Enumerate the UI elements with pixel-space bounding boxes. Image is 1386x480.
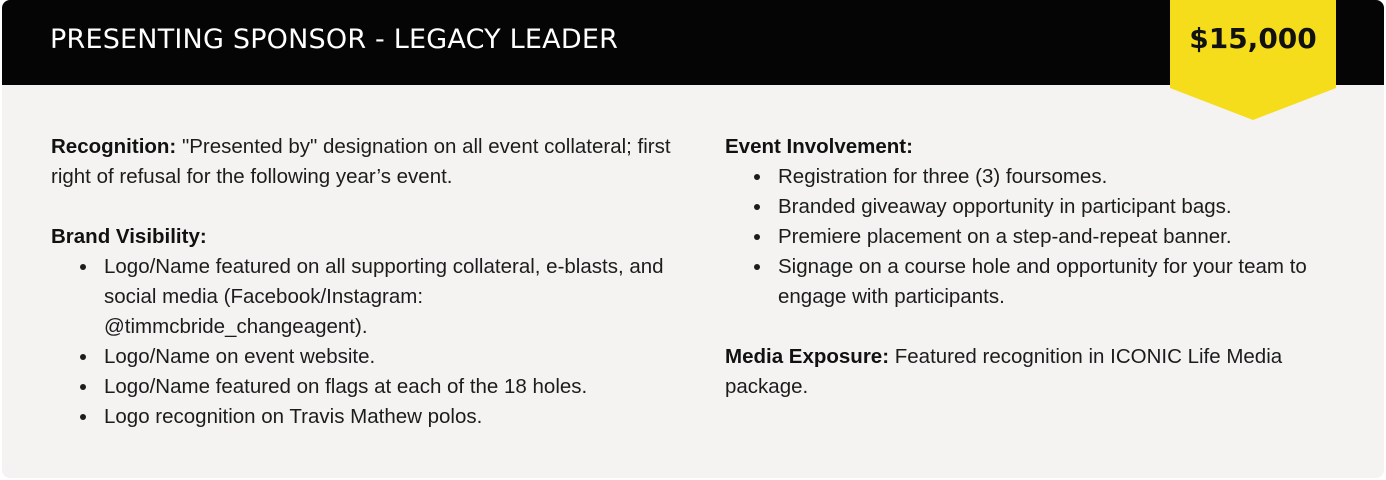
price-tag: [1170, 0, 1336, 120]
price-tag-shape: [1170, 0, 1336, 120]
list-item: Registration for three (3) foursomes.: [725, 162, 1365, 192]
media-exposure-section: [725, 342, 1365, 402]
recognition-section: [51, 132, 691, 192]
sponsor-card: [2, 0, 1384, 478]
recognition-label: Recognition:: [51, 135, 177, 158]
left-column: [51, 132, 691, 432]
price-amount: $15,000: [1189, 22, 1317, 55]
event-involvement-section: [725, 132, 1365, 312]
media-exposure-text: Featured recognition in ICONIC Life Media package.: [725, 345, 1283, 398]
list-item: Signage on a course hole and opportunity for your team to engage with participants.: [725, 252, 1365, 312]
brand-visibility-list: [51, 252, 691, 432]
list-item: Logo/Name featured on all supporting collateral, e-blasts, and social media (Facebook/Instagram: @timmcbride_changeagent).: [51, 252, 691, 342]
list-item: Branded giveaway opportunity in participant bags.: [725, 192, 1365, 222]
list-item: Premiere placement on a step-and-repeat banner.: [725, 222, 1365, 252]
sponsor-tier-title: PRESENTING SPONSOR - LEGACY LEADER: [50, 24, 619, 55]
list-item: Logo recognition on Travis Mathew polos.: [51, 402, 691, 432]
event-involvement-label: Event Involvement:: [725, 135, 913, 158]
brand-visibility-section: [51, 222, 691, 432]
brand-visibility-label: Brand Visibility:: [51, 225, 207, 248]
list-item: Logo/Name on event website.: [51, 342, 691, 372]
media-exposure-label: Media Exposure:: [725, 345, 890, 368]
recognition-text: "Presented by" designation on all event collateral; first right of refusal for the following year’s event.: [51, 135, 671, 188]
event-involvement-list: [725, 162, 1365, 312]
list-item: Logo/Name featured on flags at each of the 18 holes.: [51, 372, 691, 402]
right-column: [725, 132, 1365, 402]
